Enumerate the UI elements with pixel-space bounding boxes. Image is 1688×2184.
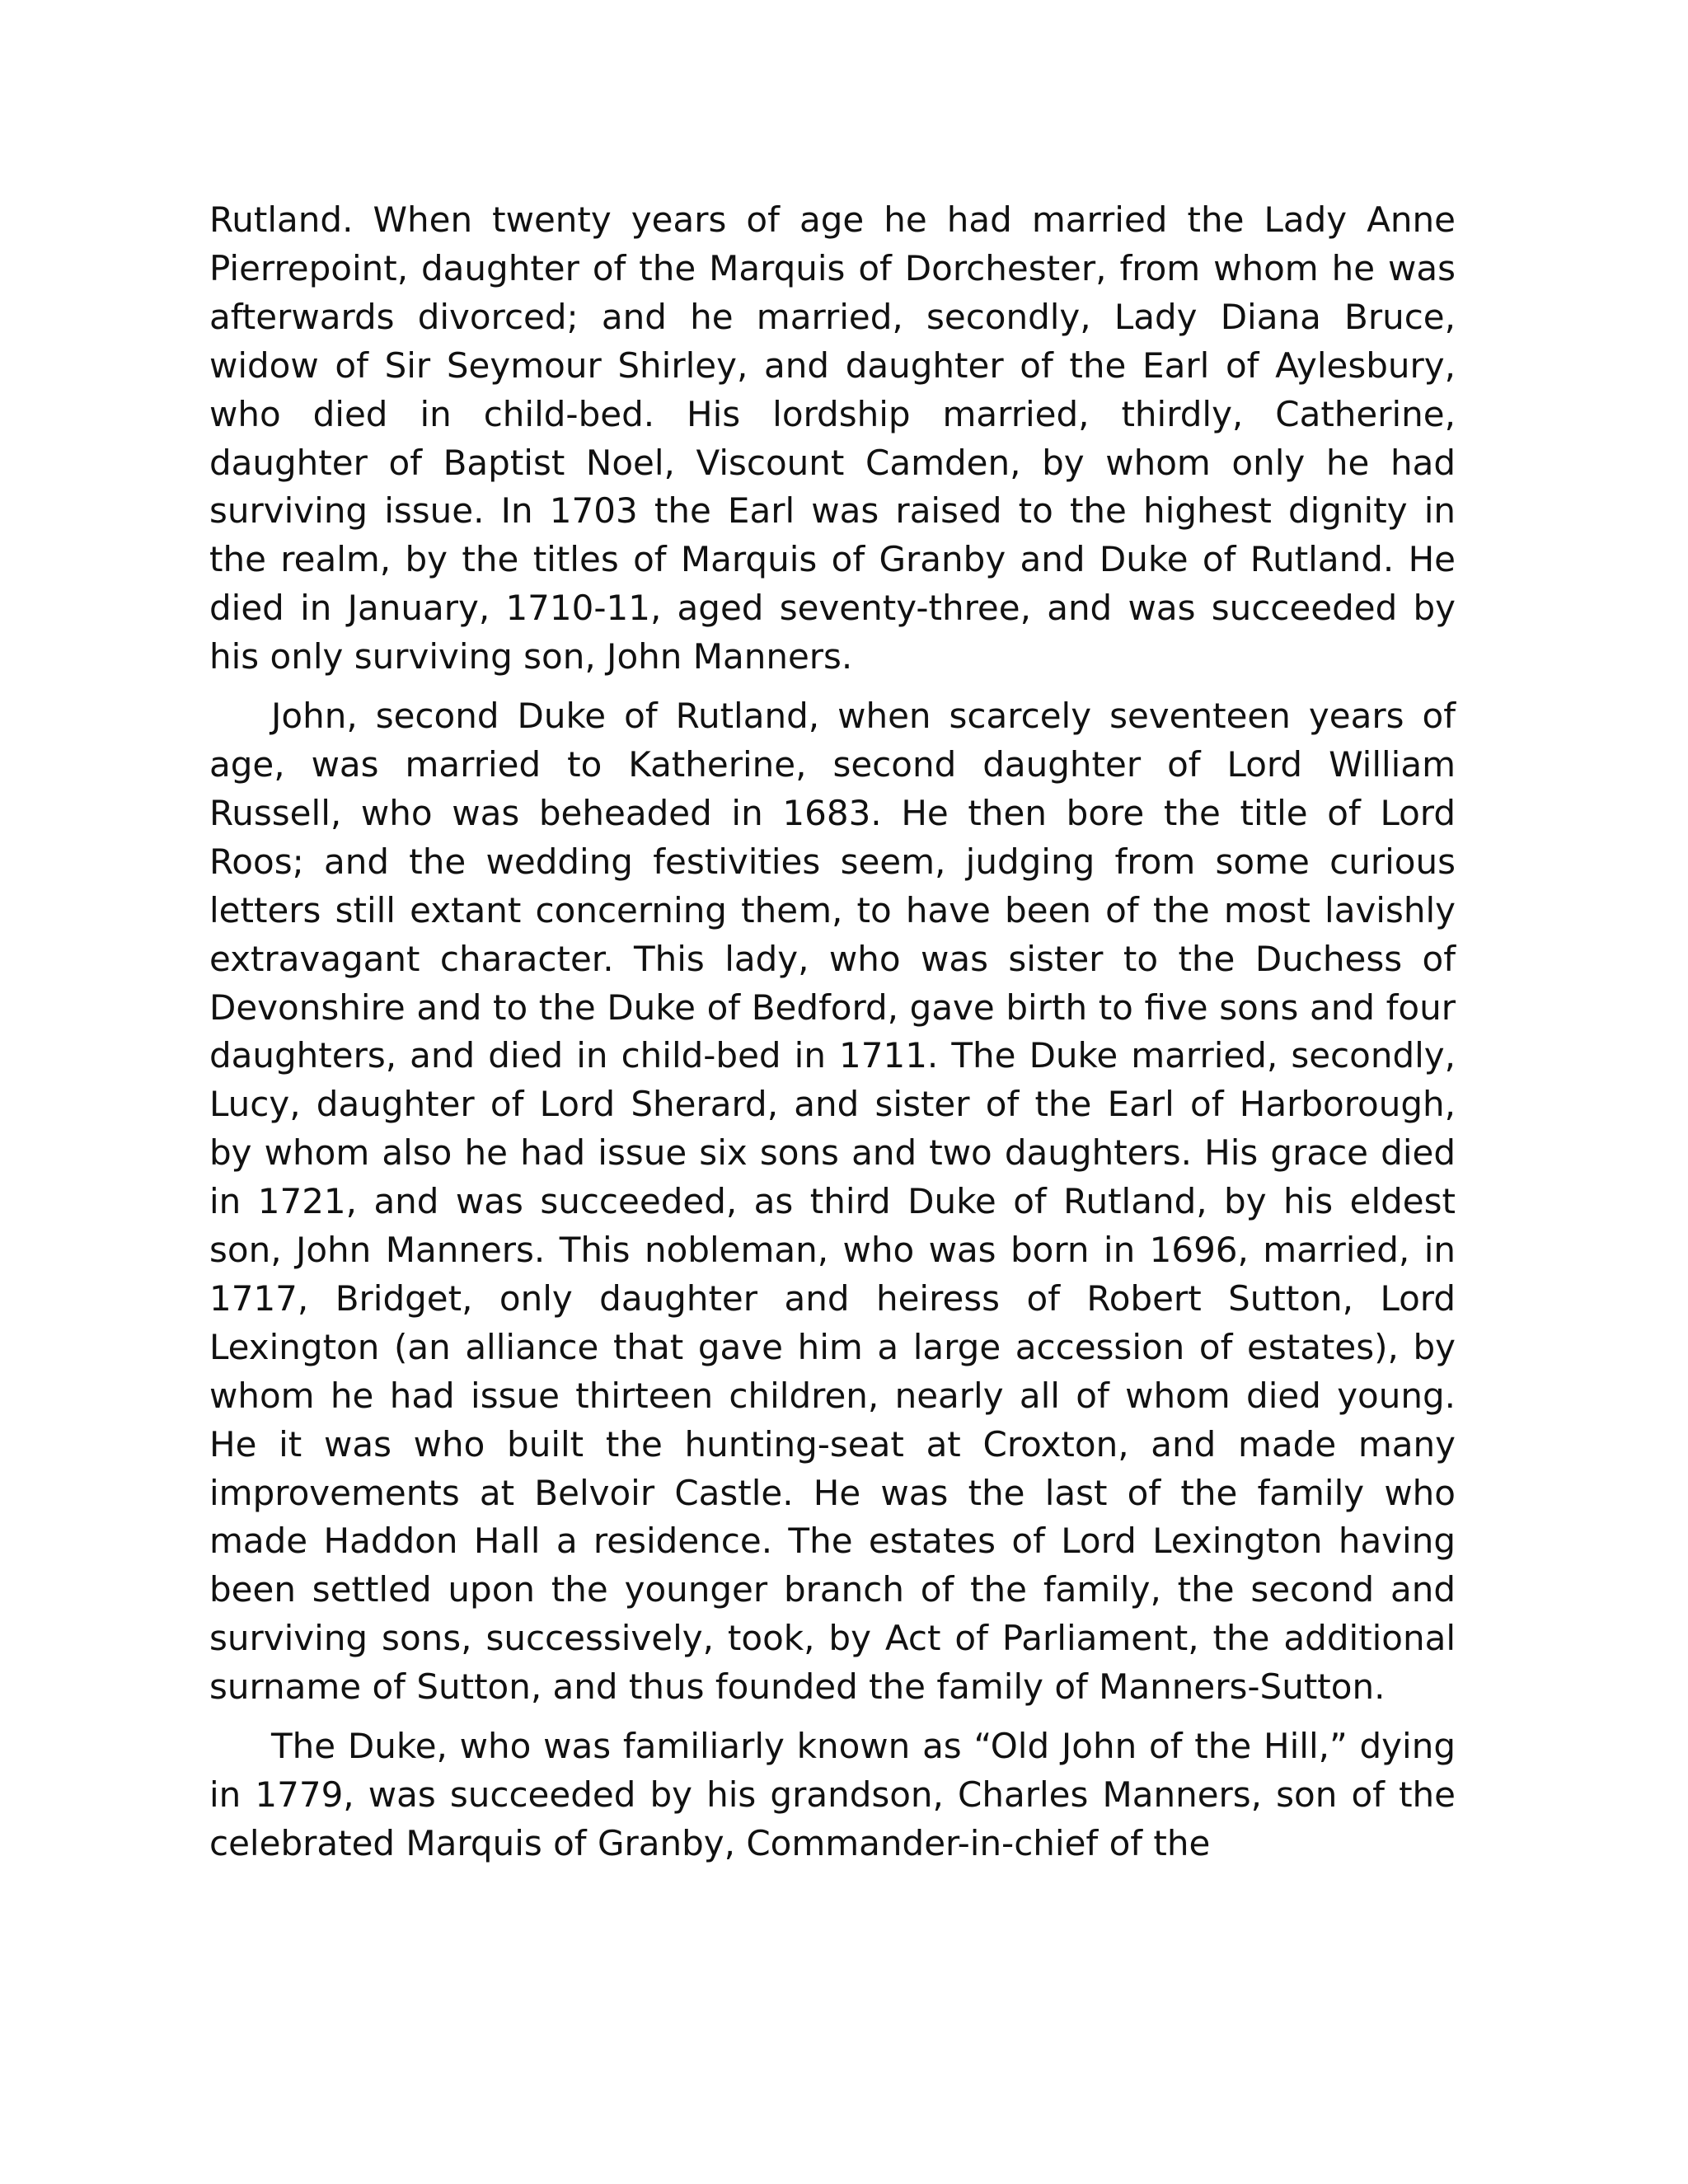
body-text: [209, 196, 1456, 1868]
paragraph-1: Rutland. When twenty years of age he had married the Lady Anne Pierrepoint, daughter of the Marquis of Dorchester, from whom he was afterwards divorced; and he married, secondly, Lady Diana Bruce, widow of Sir Seymour Shirley, and daughter of the Earl of Aylesbury, who died in child-bed. His lordship married, thirdly, Catherine, daughter of Baptist Noel, Viscount Camden, by whom only he had surviving issue. In 1703 the Earl was raised to the highest dignity in the realm, by the titles of Marquis of Granby and Duke of Rutland. He died in January, 1710-11, aged seventy-three, and was succeeded by his only surviving son, John Manners.: [209, 199, 1456, 677]
paragraph-2: John, second Duke of Rutland, when scarcely seventeen years of age, was married to Katherine, second daughter of Lord William Russell, who was beheaded in 1683. He then bore the title of Lord Roos; and the wedding festivities seem, judging from some curious letters still extant concerning them, to have been of the most lavishly extravagant character. This lady, who was sister to the Duchess of Devonshire and to the Duke of Bedford, gave birth to five sons and four daughters, and died in child-bed in 1711. The Duke married, secondly, Lucy, daughter of Lord Sherard, and sister of the Earl of Harborough, by whom also he had issue six sons and two daughters. His grace died in 1721, and was succeeded, as third Duke of Rutland, by his eldest son, John Manners. This nobleman, who was born in 1696, married, in 1717, Bridget, only daughter and heiress of Robert Sutton, Lord Lexington (an alliance that gave him a large accession of estates), by whom he had issue thirteen children, nearly all of whom died young. He it was who built the hunting-seat at Croxton, and made many improvements at Belvoir Castle. He was the last of the family who made Haddon Hall a residence. The estates of Lord Lexington having been settled upon the younger branch of the family, the second and surviving sons, successively, took, by Act of Parliament, the additional surname of Sutton, and thus founded the family of Manners-Sutton.: [209, 696, 1456, 1708]
paragraph-3: The Duke, who was familiarly known as “Old John of the Hill,” dying in 1779, was succeeded by his grandson, Charles Manners, son of the celebrated Marquis of Granby, Commander-in-chief of the: [209, 1726, 1456, 1863]
